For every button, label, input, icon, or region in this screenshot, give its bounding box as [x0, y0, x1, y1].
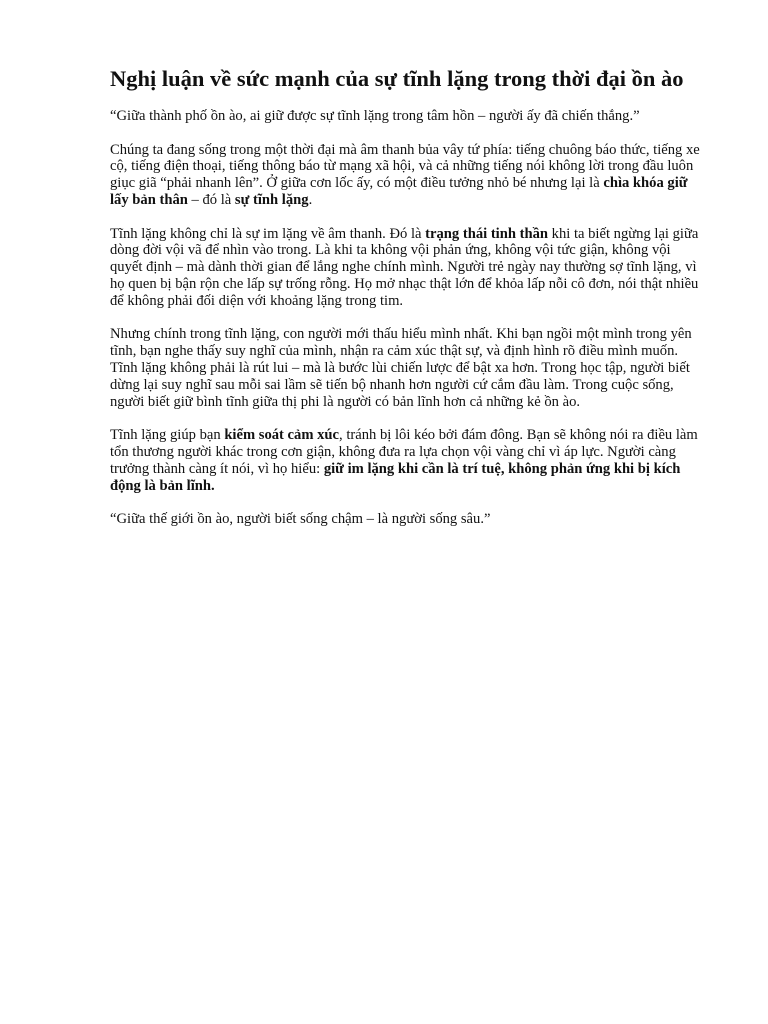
- paragraph-2: [110, 226, 700, 310]
- paragraph-3-text-1: Nhưng chính trong tĩnh lặng, con người mới thấu hiểu mình nhất. Khi bạn ngồi một mình trong yên tĩnh, bạn nghe thấy suy nghĩ của mình, nhận ra cảm xúc thật sự, và định hình rõ điều mình muốn. Tĩnh lặng không phải là rút lui – mà là bước lùi chiến lược để bật xa hơn. Trong học tập, người biết dừng lại suy nghĩ sau mỗi sai lầm sẽ tiến bộ nhanh hơn người cứ cắm đầu làm. Trong cuộc sống, người biết giữ bình tĩnh giữa thị phi là người có bản lĩnh hơn cả những kẻ ồn ào.: [110, 326, 692, 410]
- paragraph-2-bold-1: trạng thái tinh thần: [425, 225, 548, 242]
- paragraph-4-text-2: , tránh bị lôi kéo bởi đám đông. Bạn sẽ không nói ra điều làm tổn thương người khác trong cơn giận, không đưa ra lựa chọn vội vàng chỉ vì áp lực. Người càng trưởng thành càng ít nói, vì họ hiểu:: [110, 427, 698, 477]
- closing-quote: “Giữa thế giới ồn ào, người biết sống chậm – là người sống sâu.”: [110, 511, 491, 528]
- paragraph-2-text-2: khi ta biết ngừng lại giữa dòng đời vội vã để nhìn vào trong. Là khi ta không vội phản ứng, không vội tức giận, không vội quyết định – mà dành thời gian để lắng nghe chính mình. Người trẻ ngày nay thường sợ tĩnh lặng, vì họ quen bị bận rộn che lấp sự trống rỗng. Họ mở nhạc thật lớn để khỏa lấp nỗi cô đơn, nói thật nhiều để không phải đối diện với khoảng lặng trong tim.: [110, 225, 699, 309]
- paragraph-4-bold-2: giữ im lặng khi cần là trí tuệ, không phản ứng khi bị kích động là bản lĩnh.: [110, 460, 681, 494]
- paragraph-1-text-1: Chúng ta đang sống trong một thời đại mà âm thanh bủa vây tứ phía: tiếng chuông báo thức, tiếng xe cộ, tiếng điện thoại, tiếng thông báo từ mạng xã hội, và cả những tiếng nói không lời trong đầu luôn giục giã “phải nhanh lên”. Ở giữa cơn lốc ấy, có một điều tưởng nhỏ bé nhưng lại là: [110, 141, 700, 192]
- paragraph-1-text-3: .: [308, 191, 313, 208]
- paragraph-1-bold-2: sự tĩnh lặng: [234, 191, 309, 208]
- paragraph-1: [110, 142, 700, 209]
- paragraph-3: [110, 326, 700, 410]
- paragraph-1-text-2: – đó là: [187, 191, 235, 208]
- paragraph-4: [110, 427, 700, 494]
- paragraph-4-text-1: Tĩnh lặng giúp bạn: [110, 427, 225, 444]
- opening-quote: “Giữa thành phố ồn ào, ai giữ được sự tĩnh lặng trong tâm hồn – người ấy đã chiến thắng.”: [110, 108, 640, 124]
- paragraph-2-text-1: Tĩnh lặng không chỉ là sự im lặng về âm thanh. Đó là: [110, 225, 426, 242]
- document-title: Nghị luận về sức mạnh của sự tĩnh lặng trong thời đại ồn ào: [110, 66, 684, 91]
- document-page: [110, 66, 700, 545]
- paragraph-4-bold-1: kiểm soát cảm xúc: [224, 427, 340, 444]
- paragraph-1-bold-1: chìa khóa giữ lấy bản thân: [110, 175, 688, 208]
